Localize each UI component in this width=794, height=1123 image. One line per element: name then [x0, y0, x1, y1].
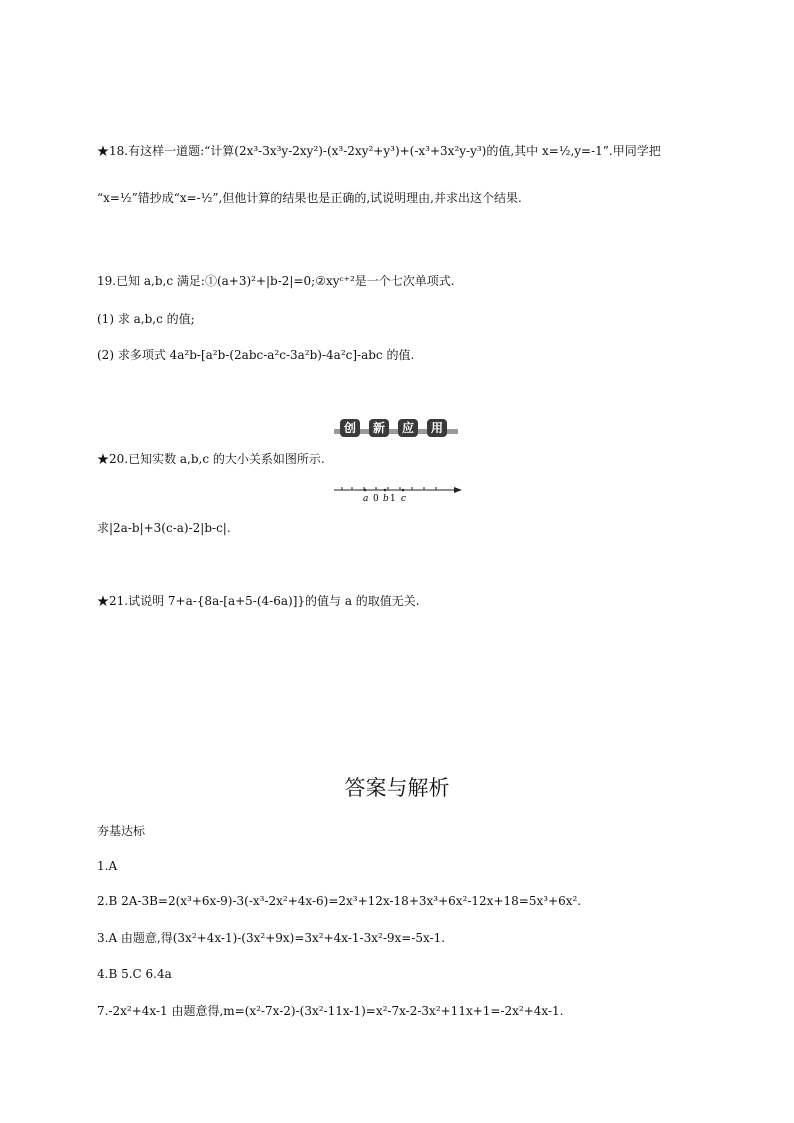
q20-line2: 求|2a-b|+3(c-a)-2|b-c|. [97, 521, 231, 535]
label-a: a [363, 494, 369, 504]
header-char: 创 [340, 419, 360, 437]
answer-2: 2.B 2A-3B=2(x³+6x-9)-3(-x³-2x²+4x-6)=2x³+12x-18+3x³+6x²-12x+18=5x³+6x². [97, 894, 582, 908]
label-one: 1 [390, 494, 396, 504]
q20-line1: ★20.已知实数 a,b,c 的大小关系如图所示. [97, 452, 325, 466]
header-char: 应 [398, 419, 418, 437]
point-c [402, 489, 405, 492]
q19-part2: (2) 求多项式 4a²b-[a²b-(2abc-a²c-3a²b)-4a²c]-abc 的值. [97, 348, 415, 362]
section-header-innovation [334, 419, 458, 439]
header-char: 用 [427, 419, 447, 437]
label-zero: 0 [373, 494, 379, 504]
label-c: c [401, 494, 407, 504]
answer-1: 1.A [97, 859, 118, 873]
number-line-figure [334, 482, 462, 504]
q19-part1: (1) 求 a,b,c 的值; [97, 312, 195, 326]
q21-line1: ★21.试说明 7+a-{8a-[a+5-(4-6a)]}的值与 a 的取值无关. [97, 594, 420, 608]
point-a [364, 489, 367, 492]
answer-3: 3.A 由题意,得(3x²+4x-1)-(3x²+9x)=3x²+4x-1-3x²-9x=-5x-1. [97, 931, 446, 945]
q18-line2: “x=½”错抄成“x=-½”,但他计算的结果也是正确的,试说明理由,并求出这个结果. [97, 191, 522, 205]
header-char: 新 [369, 419, 389, 437]
q19-line1: 19.已知 a,b,c 满足:①(a+3)²+|b-2|=0;②xyᶜ⁺²是一个七次单项式. [97, 274, 455, 288]
label-b: b [383, 494, 389, 504]
point-b [384, 489, 387, 492]
answer-7: 7.-2x²+4x-1 由题意得,m=(x²-7x-2)-(3x²-11x-1)=x²-7x-2-3x²+11x+1=-2x²+4x-1. [97, 1004, 564, 1018]
answers-title: 答案与解析 [344, 776, 450, 800]
answer-4-6: 4.B 5.C 6.4a [97, 967, 172, 981]
number-line-arrow [454, 487, 462, 493]
q18-line1: ★18.有这样一道题:“计算(2x³-3x³y-2xy²)-(x³-2xy²+y³)+(-x³+3x²y-y³)的值,其中 x=½,y=-1”.甲同学把 [97, 144, 661, 158]
section-label: 夯基达标 [97, 824, 146, 838]
